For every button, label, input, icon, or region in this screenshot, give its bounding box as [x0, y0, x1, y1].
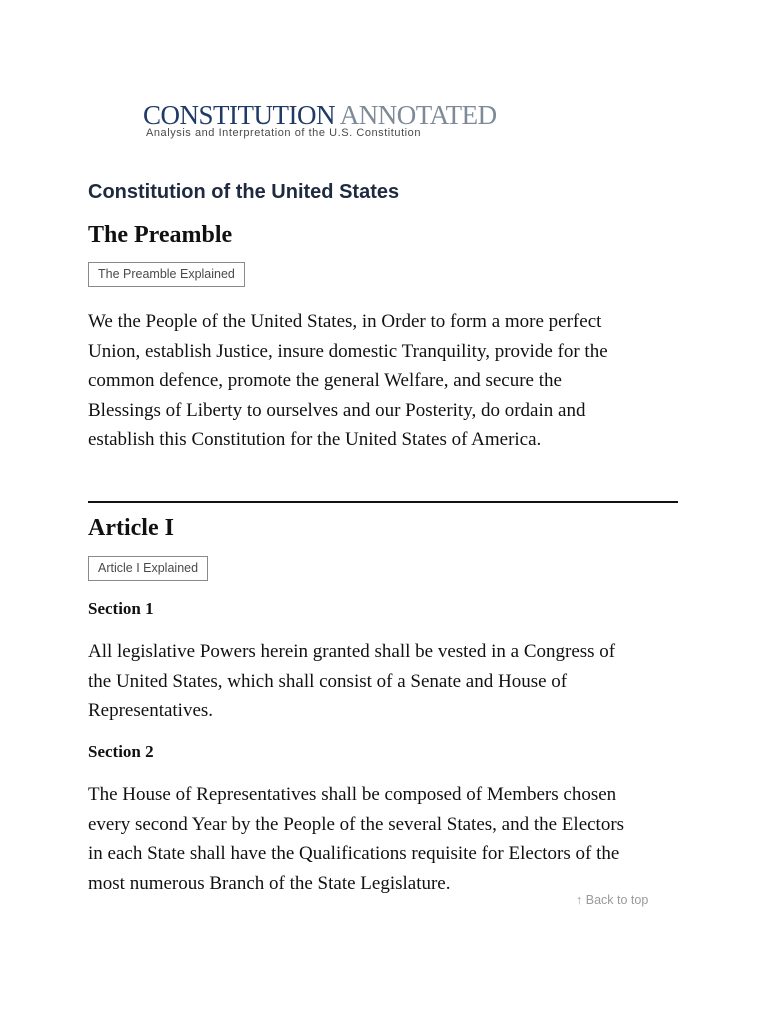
arrow-up-icon: ↑ [576, 893, 583, 907]
section-2-line: in each State shall have the Qualifications requisite for Electors of the [88, 843, 620, 864]
preamble-line: common defence, promote the general Welfare, and secure the [88, 370, 562, 391]
logo-title-light: ANNOTATED [339, 100, 497, 130]
section-1-line: Representatives. [88, 700, 214, 721]
section-2-heading: Section 2 [88, 742, 154, 761]
preamble-line: establish this Constitution for the United States of America. [88, 429, 542, 450]
preamble-line: Blessings of Liberty to ourselves and our Posterity, do ordain and [88, 399, 586, 421]
article-1-heading: Article I [88, 515, 174, 541]
preamble-explained-button[interactable]: The Preamble Explained [88, 262, 245, 287]
preamble-line: Union, establish Justice, insure domestic Tranquility, provide for the [88, 340, 608, 362]
article-1-explained-button[interactable]: Article I Explained [88, 556, 208, 581]
section-1-line: All legislative Powers herein granted shall be vested in a Congress of [88, 641, 616, 662]
site-logo[interactable] [143, 100, 513, 144]
section-2-line: most numerous Branch of the State Legislature. [88, 872, 451, 894]
preamble-line: We the People of the United States, in Order to form a more perfect [88, 311, 602, 332]
section-2-line: The House of Representatives shall be composed of Members chosen [88, 784, 617, 805]
back-to-top-link[interactable] [576, 893, 648, 907]
section-1-heading: Section 1 [88, 599, 154, 618]
preamble-heading: The Preamble [88, 222, 233, 248]
section-1-text [88, 637, 688, 726]
document-title: Constitution of the United States [88, 181, 400, 203]
section-divider [88, 501, 678, 503]
section-2-text [88, 780, 688, 898]
section-2-line: every second Year by the People of the several States, and the Electors [88, 813, 625, 835]
logo-title-dark: CONSTITUTION [143, 100, 335, 130]
section-1-line: the United States, which shall consist of a Senate and House of [88, 670, 568, 692]
preamble-text [88, 307, 688, 455]
back-to-top-label: Back to top [585, 893, 649, 907]
logo-subtitle: Analysis and Interpretation of the U.S. Constitution [146, 127, 422, 139]
